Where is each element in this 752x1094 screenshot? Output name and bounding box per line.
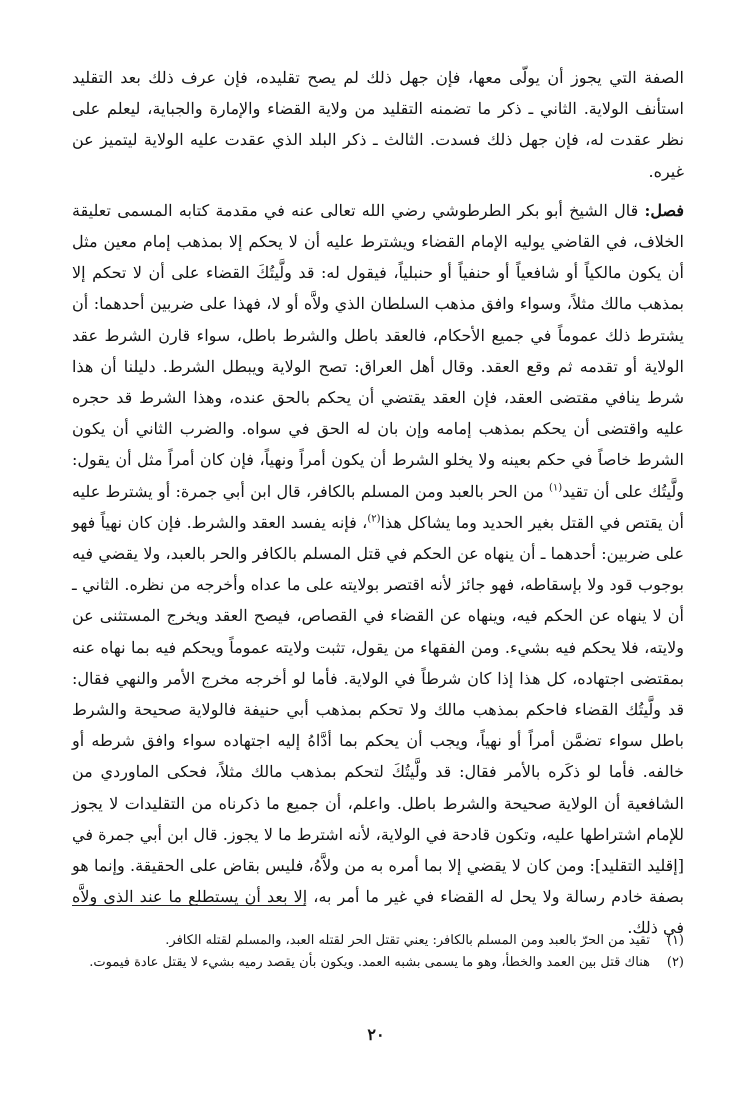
footnote-number: (١): [666, 933, 684, 948]
footnote-text: هناك قتل بين العمد والخطأ، وهو ما يسمى بشبه العمد. ويكون بأن يقصد رميه بشيء لا يقتل عادة فيموت.: [89, 955, 650, 970]
paragraph-1: [72, 62, 684, 187]
footnote-ref-2[interactable]: (٢): [367, 513, 381, 525]
section-heading-fasl: فصل:: [644, 200, 684, 220]
paragraph-2-text-c: ، فإنه يفسد العقد والشرط. فإن كان نهياً فهو على ضربين: أحدهما ـ أن ينهاه عن الحكم في قتل المسلم بالكافر والحر بالعبد، ولا يقضي فيه بوجوب قود ولا بإسقاطه، فهو جائز لأنه اقتصر بولايته على ما عداه وأخرجه من نظره. الثاني ـ أن لا ينهاه عن الحكم فيه، وينهاه عن القضاء في القصاص، فيصح العقد ويخرج المستثنى عن ولايته، فلا يحكم فيه بشيء. ومن الفقهاء من يقول، تثبت ولايته عموماً ويحكم فيه بما نهاه عنه بمقتضى اجتهاده، كل هذا إذا كان شرطاً في الولاية. فأما لو أخرجه مخرج الأمر والنهي فقال: قد ولَّيتُك القضاء فاحكم بمذهب مالك ولا تحكم بمذهب أبي حنيفة فالولاية صحيحة والشرط باطل سواء تضمَّن أمراً أو نهياً، ويجب أن يحكم بما أدَّاهُ إليه اجتهاده سواء وافق شرطه أو خالفه. فأما لو ذكَره بالأمر فقال: قد ولَّيتُكَ لتحكم بمذهب مالك مثلاً، فحكى الماوردي من الشافعية أن الولاية صحيحة والشرط باطل. واعلم، أن جميع ما ذكرناه من التقليدات لا يجوز للإمام اشتراطها عليه، وتكون قادحة في الولاية، لأنه اشترط ما لا يجوز. قال ابن أبي جمرة في [إقليد التقليد]: ومن كان لا يقضي إلا بما أمره به من ولاَّهُ، فليس بقاض على الحقيقة. وإنما هو بصفة خادم رسالة ولا يحل له القضاء في غير ما أمر به، إلا بعد أن يستطلع ما عند الذي ولاَّه في ذلك.: [72, 512, 685, 938]
footnote-ref-1[interactable]: (١): [549, 482, 563, 494]
footnote-text: تقيد من الحرّ بالعبد ومن المسلم بالكافر: يعني تقتل الحر لقتله العبد، والمسلم لقتله الكافر.: [165, 933, 650, 948]
page-body: [72, 62, 684, 944]
page-number: ٢٠: [367, 1025, 385, 1044]
footnotes: [72, 930, 684, 974]
footnote-number: (٢): [666, 955, 684, 970]
paragraph-1-text: الصفة التي يجوز أن يولّى معها، فإن جهل ذلك لم يصح تقليده، فإن عرف ذلك بعد التقليد استأنف الولاية. الثاني ـ ذكر ما تضمنه التقليد من ولاية القضاء والإمارة والجباية، ليعلم على نظر عقدت له، فإن جهل ذلك فسدت. الثالث ـ ذكر البلد الذي عقدت عليه الولاية ليتميز عن غيره.: [72, 68, 684, 181]
paragraph-2-text-b: من الحر بالعبد ومن المسلم بالكافر، قال ابن أبي جمرة: أو يشترط عليه أن يقتص في القتل بغير الحديد وما يشاكل هذا: [72, 481, 684, 532]
paragraph-2-text-a: قال الشيخ أبو بكر الطرطوشي رضي الله تعالى عنه في مقدمة كتابه المسمى تعليقة الخلاف، في القاضي يوليه الإمام القضاء ويشترط عليه أن لا يحكم إلا بمذهب إمام معين مثل أن يكون مالكياً أو شافعياً أو حنفياً أو حنبلياً، فيقول له: قد ولَّيتُكَ القضاء على أن لا تحكم إلا بمذهب مالك مثلاً، وسواء وافق مذهب السلطان الذي ولاَّه أو لا، فهذا على ضربين أحدهما: أن يشترط ذلك عموماً في جميع الأحكام، فالعقد باطل والشرط باطل، سواء قارن الشرط عقد الولاية أو تقدمه ثم وقع العقد. وقال أهل العراق: تصح الولاية ويبطل الشرط. دليلنا أن هذا شرط ينافي مقتضى العقد، فإن العقد يقتضي أن يحكم بالحق عنده، وهذا الشرط قد حجره عليه واقتضى أن يحكم بمذهب إمامه وإن بان له الحق في سواه. والضرب الثاني أن يكون الشرط خاصاً في حكم بعينه ولا يخلو الشرط أن يكون أمراً ونهياً، فإن كان أمراً مثل أن يقول: ولَّيتُك على أن تقيد: [72, 200, 685, 501]
footnote-1: [72, 930, 684, 952]
footnote-2: [72, 952, 684, 974]
footnote-separator: [72, 905, 306, 906]
paragraph-2: [72, 195, 684, 944]
